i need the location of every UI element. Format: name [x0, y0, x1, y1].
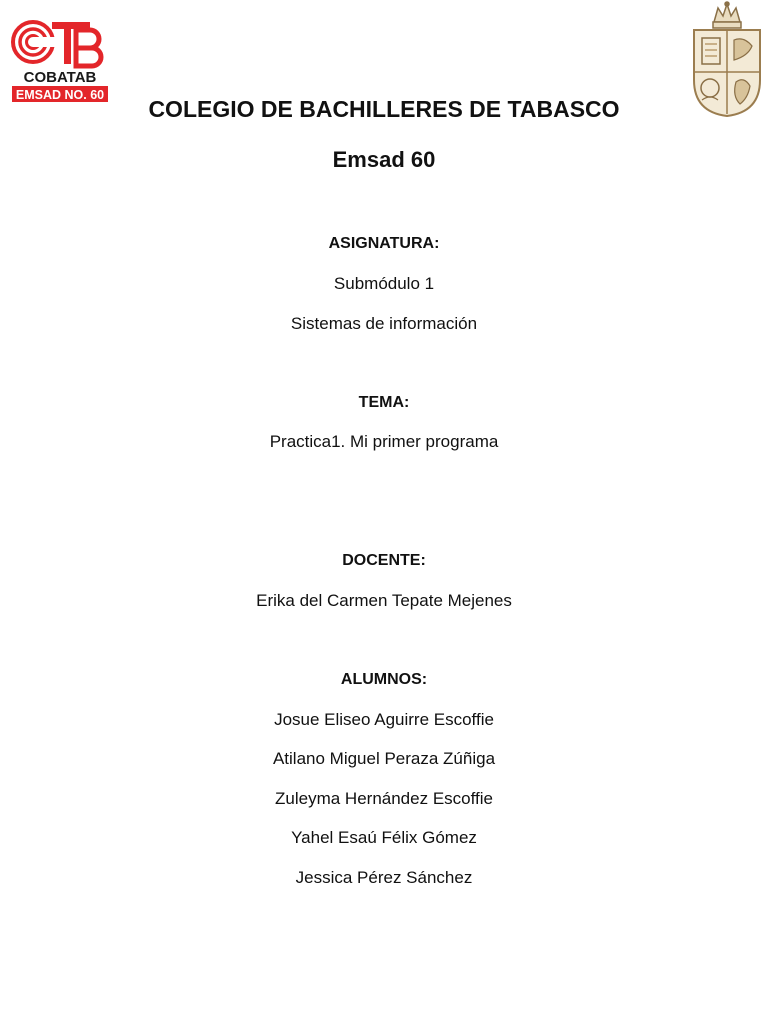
cobatab-c-mark: [13, 22, 55, 62]
subject-label: ASIGNATURA:: [328, 235, 440, 252]
cobatab-brand-text: COBATAB: [23, 69, 97, 86]
cobatab-sub-text: EMSAD NO. 60: [15, 88, 105, 102]
teacher-label: DOCENTE:: [342, 552, 426, 569]
subject-line-1: Submódulo 1: [333, 274, 435, 293]
student-name: Atilano Miguel Peraza Zúñiga: [272, 749, 496, 768]
cobatab-tb-mark: [52, 22, 101, 66]
teacher-name: Erika del Carmen Tepate Mejenes: [256, 591, 512, 610]
crown-icon: [713, 2, 741, 28]
student-name: Zuleyma Hernández Escoffie: [275, 789, 493, 808]
topic-value: Practica1. Mi primer programa: [269, 432, 499, 451]
student-name: Yahel Esaú Félix Gómez: [291, 828, 477, 847]
student-name: Josue Eliseo Aguirre Escoffie: [274, 710, 494, 729]
campus-name: Emsad 60: [332, 147, 436, 172]
students-label: ALUMNOS:: [340, 671, 428, 688]
school-name: COLEGIO DE BACHILLERES DE TABASCO: [148, 96, 620, 122]
subject-line-2: Sistemas de información: [290, 314, 478, 333]
student-name: Jessica Pérez Sánchez: [295, 868, 473, 887]
topic-label: TEMA:: [358, 394, 410, 411]
